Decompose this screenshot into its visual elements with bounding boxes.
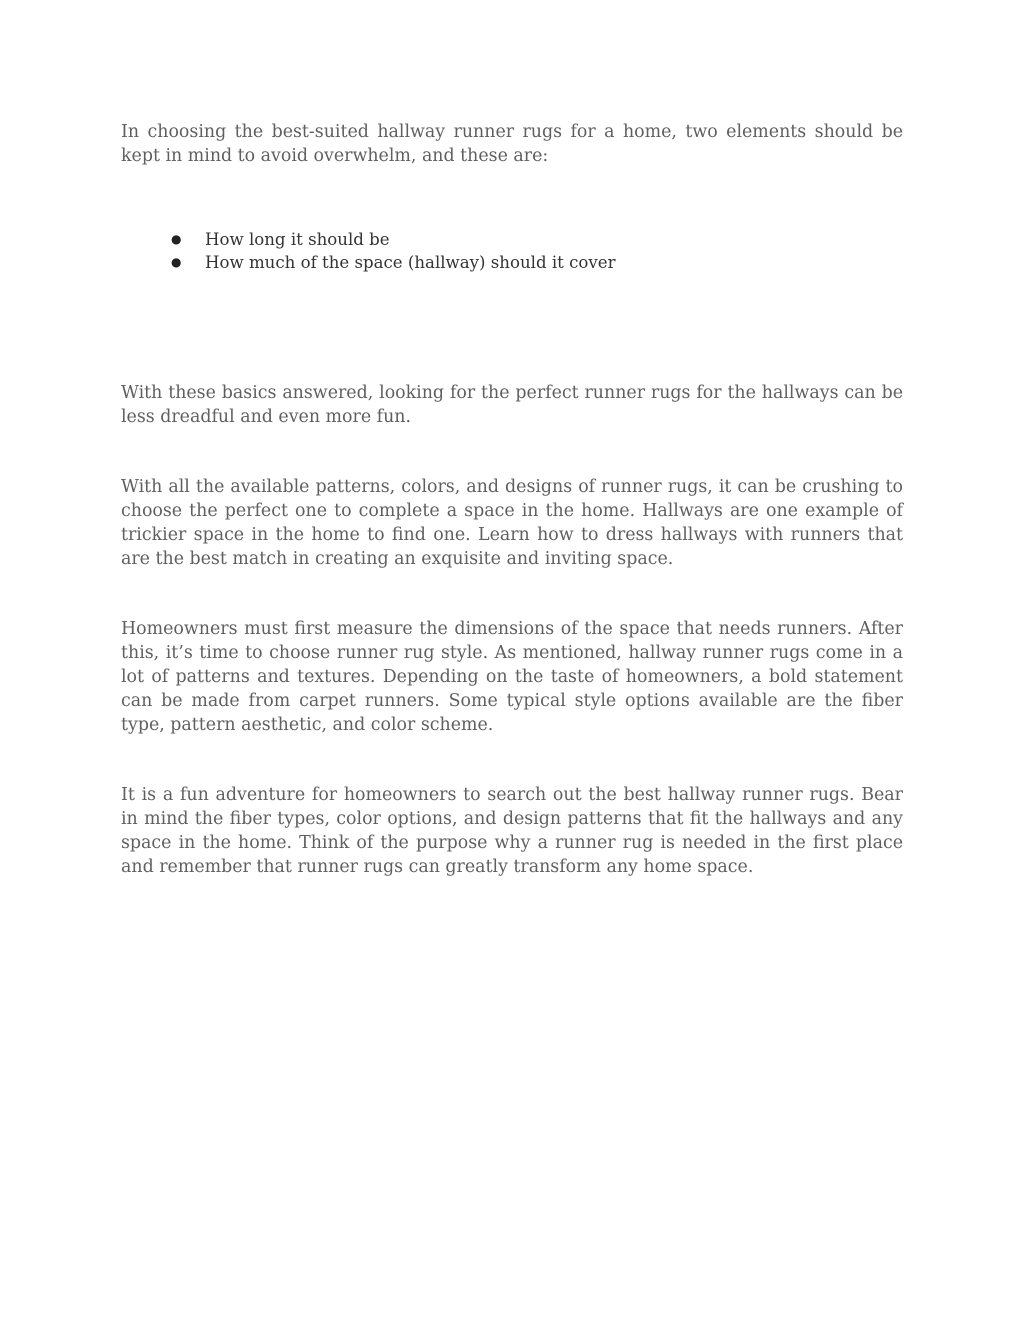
bullet-icon: ● — [171, 255, 182, 269]
spacer — [121, 737, 903, 783]
spacer — [121, 168, 903, 228]
paragraph-patterns: With all the available patterns, colors, and designs of runner rugs, it can be crushing to choose the perfect one to complete a space in the home. Hallways are one example of trickier space in the home to find one. Learn how to dress hallways with runners that are the best match in creating an exquisite and inviting space. — [121, 477, 903, 569]
paragraph-basics: With these basics answered, looking for the perfect runner rugs for the hallways can be less dreadful and even more fun. — [121, 383, 903, 427]
paragraph-adventure: It is a fun adventure for homeowners to search out the best hallway runner rugs. Bear in mind the fiber types, color options, and design patterns that fit the hallways and any space in the home. Think of the purpose why a runner rug is needed in the first place and remember that runner rugs can greatly transform any home space. — [121, 785, 903, 877]
list-item-text: How long it should be — [205, 230, 390, 249]
bullet-icon: ● — [171, 232, 182, 246]
spacer — [121, 571, 903, 617]
bullet-list — [171, 228, 871, 274]
document-body — [121, 120, 903, 879]
list-item — [171, 228, 871, 251]
spacer — [121, 274, 903, 381]
spacer — [121, 429, 903, 475]
paragraph-measure: Homeowners must first measure the dimensions of the space that needs runners. After this, it’s time to choose runner rug style. As mentioned, hallway runner rugs come in a lot of patterns and textures. Depending on the taste of homeowners, a bold statement can be made from carpet runners. Some typical style options available are the fiber type, pattern aesthetic, and color scheme. — [121, 619, 903, 735]
list-item — [171, 251, 871, 274]
list-item-text: How much of the space (hallway) should it cover — [205, 253, 616, 272]
intro-paragraph: In choosing the best-suited hallway runner rugs for a home, two elements should be kept in mind to avoid overwhelm, and these are: — [121, 122, 903, 166]
